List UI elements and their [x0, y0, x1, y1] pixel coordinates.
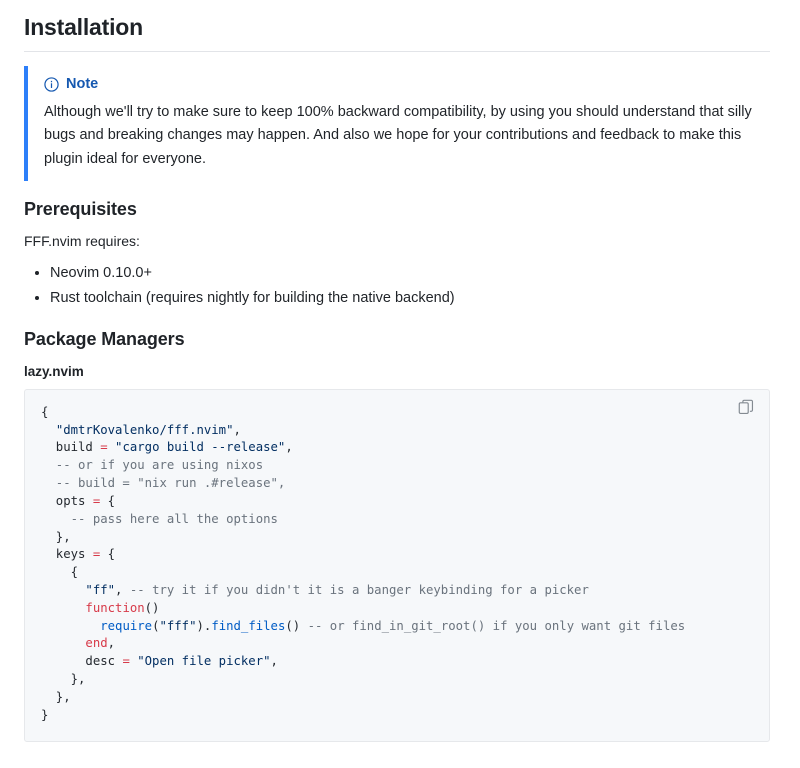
code-token: function — [85, 600, 145, 615]
code-token: = — [92, 493, 101, 508]
prerequisites-intro: FFF.nvim requires: — [24, 233, 140, 250]
package-managers-heading: Package Managers — [24, 328, 185, 349]
code-token: "Open file picker" — [137, 654, 271, 669]
code-token: ( — [152, 618, 160, 633]
code-token: }, — [41, 689, 71, 704]
code-content — [41, 404, 753, 725]
code-token — [41, 636, 85, 650]
code-token: "fff" — [159, 618, 197, 633]
note-label: Note — [66, 76, 99, 92]
code-token: "cargo build --release" — [115, 440, 286, 455]
copy-icon[interactable] — [738, 399, 758, 419]
lazy-nvim-subheading: lazy.nvim — [24, 363, 84, 379]
code-token: { — [100, 493, 116, 508]
code-token: { — [41, 404, 49, 419]
note-header — [44, 76, 756, 92]
code-token: } — [41, 707, 49, 722]
list-item: • Neovim 0.10.0+ — [50, 261, 770, 286]
code-token: build — [41, 440, 101, 455]
code-token: "ff" — [85, 583, 116, 597]
note-callout — [24, 66, 770, 181]
code-token: keys — [41, 547, 93, 562]
code-token: "dmtrKovalenko/fff.nvim" — [55, 422, 234, 437]
info-circle-icon — [44, 77, 59, 92]
code-token: find_files — [211, 618, 286, 633]
code-token: -- build = "nix run .#release", — [41, 476, 286, 491]
code-token: -- try it if you didn't it is a banger keybinding for a picker — [129, 583, 589, 597]
list-item: • Rust toolchain (requires nightly for building the native backend) — [50, 286, 770, 311]
code-token — [108, 440, 115, 454]
code-token: -- pass here all the options — [41, 511, 278, 526]
code-token: }, — [41, 672, 86, 687]
code-token: , — [270, 654, 278, 669]
code-token: -- or if you are using nixos — [41, 458, 264, 473]
code-token — [41, 423, 56, 437]
code-token: , — [115, 583, 130, 597]
code-token — [41, 619, 100, 633]
code-token: opts — [41, 493, 93, 508]
code-token: , — [285, 440, 293, 455]
prerequisites-list — [24, 261, 770, 311]
code-token: = — [122, 654, 130, 669]
note-body: Although we'll try to make sure to keep 100% backward compatibility, by using you should understand that silly bugs and breaking changes may happen. And also we hope for your contributions and feedback to make this plugin ideal for everyone. — [44, 104, 752, 167]
code-token: desc — [41, 654, 123, 669]
code-token: () — [285, 618, 308, 633]
code-token: = — [92, 547, 101, 562]
code-token: , — [107, 636, 116, 651]
code-token: = — [100, 440, 108, 455]
code-token — [41, 601, 85, 615]
code-token: { — [100, 547, 116, 562]
code-token — [41, 583, 85, 597]
code-token: -- or find_in_git_root() if you only want git files — [307, 618, 686, 633]
code-token: ). — [196, 618, 212, 633]
prerequisites-heading: Prerequisites — [24, 199, 137, 220]
code-token: () — [144, 600, 160, 615]
code-token: require — [100, 618, 153, 633]
code-token: }, — [41, 529, 71, 544]
code-token: end — [85, 636, 108, 651]
code-token: , — [233, 422, 241, 437]
code-token: { — [41, 565, 79, 580]
page-title: Installation — [24, 14, 770, 52]
code-block — [24, 389, 770, 742]
